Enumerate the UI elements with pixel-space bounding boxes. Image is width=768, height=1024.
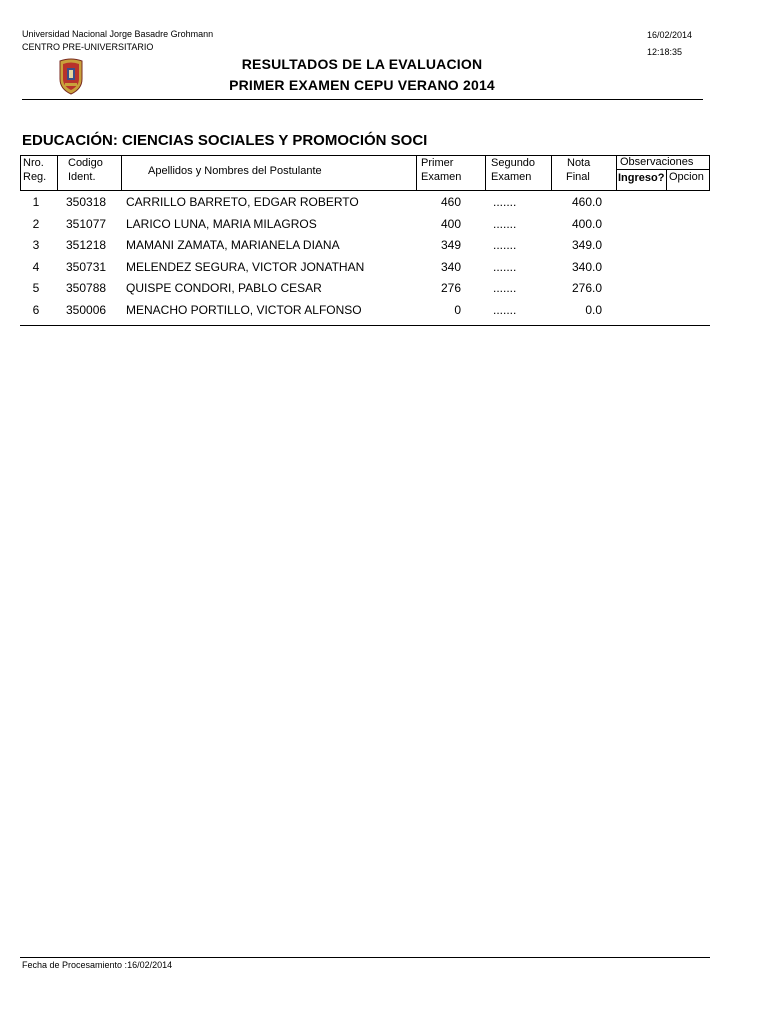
center-name: CENTRO PRE-UNIVERSITARIO <box>22 42 154 52</box>
cell-nota-final: 340.0 <box>571 260 602 274</box>
cell-codigo: 350318 <box>66 195 107 209</box>
cell-codigo: 350006 <box>66 303 107 317</box>
cell-nombre: LARICO LUNA, MARIA MILAGROS <box>126 217 317 231</box>
report-title: RESULTADOS DE LA EVALUACION <box>241 56 483 72</box>
col-divider <box>121 155 122 191</box>
cell-codigo: 350788 <box>66 281 107 295</box>
header-codigo: Codigo Ident. <box>68 157 103 183</box>
cell-segundo-examen: ....... <box>493 217 517 231</box>
cell-nota-final: 276.0 <box>571 281 602 295</box>
cell-nombre: CARRILLO BARRETO, EDGAR ROBERTO <box>126 195 359 209</box>
cell-nro: 5 <box>32 281 40 295</box>
cell-segundo-examen: ....... <box>493 281 517 295</box>
cell-primer-examen: 276 <box>440 281 461 295</box>
table-bottom-line <box>20 325 710 326</box>
cell-segundo-examen: ....... <box>493 260 517 274</box>
header-nombres: Apellidos y Nombres del Postulante <box>148 165 322 177</box>
footer-processing-date: Fecha de Procesamiento :16/02/2014 <box>22 960 173 970</box>
header-nro: Nro. Reg. <box>23 157 47 183</box>
cell-segundo-examen: ....... <box>493 238 517 252</box>
section-title: EDUCACIÓN: CIENCIAS SOCIALES Y PROMOCIÓN SOCI <box>22 132 428 149</box>
col-divider <box>551 155 552 191</box>
cell-nota-final: 460.0 <box>571 195 602 209</box>
cell-nota-final: 400.0 <box>571 217 602 231</box>
header-opcion: Opcion <box>669 171 704 183</box>
cell-primer-examen: 0 <box>454 303 461 317</box>
col-divider <box>666 169 667 191</box>
col-divider <box>616 155 617 191</box>
cell-codigo: 350731 <box>66 260 107 274</box>
cell-primer-examen: 340 <box>440 260 461 274</box>
cell-nombre: MELENDEZ SEGURA, VICTOR JONATHAN <box>126 260 365 274</box>
cell-nro: 1 <box>32 195 40 209</box>
cell-primer-examen: 349 <box>440 238 461 252</box>
header-segundo: Segundo Examen <box>491 157 536 183</box>
header-observaciones: Observaciones <box>620 156 694 168</box>
header-ingreso: Ingreso? <box>618 172 665 184</box>
cell-primer-examen: 400 <box>440 217 461 231</box>
col-divider <box>20 155 21 191</box>
table-header-bottom-line <box>20 190 710 191</box>
cell-nombre: MENACHO PORTILLO, VICTOR ALFONSO <box>126 303 362 317</box>
header-nota: Nota Final <box>566 157 591 183</box>
header-primer: Primer Examen <box>421 157 462 183</box>
report-subtitle: PRIMER EXAMEN CEPU VERANO 2014 <box>229 77 495 93</box>
report-date: 16/02/2014 <box>647 30 693 40</box>
header-divider <box>22 99 703 100</box>
footer-divider <box>20 957 710 958</box>
col-divider <box>485 155 486 191</box>
cell-nota-final: 0.0 <box>585 303 602 317</box>
cell-segundo-examen: ....... <box>493 303 517 317</box>
cell-primer-examen: 460 <box>440 195 461 209</box>
col-divider <box>57 155 58 191</box>
cell-nro: 6 <box>32 303 40 317</box>
cell-nro: 2 <box>32 217 40 231</box>
institution-name: Universidad Nacional Jorge Basadre Grohmann <box>22 29 214 39</box>
cell-codigo: 351077 <box>66 217 107 231</box>
col-divider <box>709 155 710 191</box>
cell-nombre: MAMANI ZAMATA, MARIANELA DIANA <box>126 238 340 252</box>
cell-segundo-examen: ....... <box>493 195 517 209</box>
cell-nota-final: 349.0 <box>571 238 602 252</box>
cell-codigo: 351218 <box>66 238 107 252</box>
col-divider <box>416 155 417 191</box>
report-time: 12:18:35 <box>647 47 683 57</box>
cell-nro: 4 <box>32 260 40 274</box>
cell-nombre: QUISPE CONDORI, PABLO CESAR <box>126 281 322 295</box>
cell-nro: 3 <box>32 238 40 252</box>
